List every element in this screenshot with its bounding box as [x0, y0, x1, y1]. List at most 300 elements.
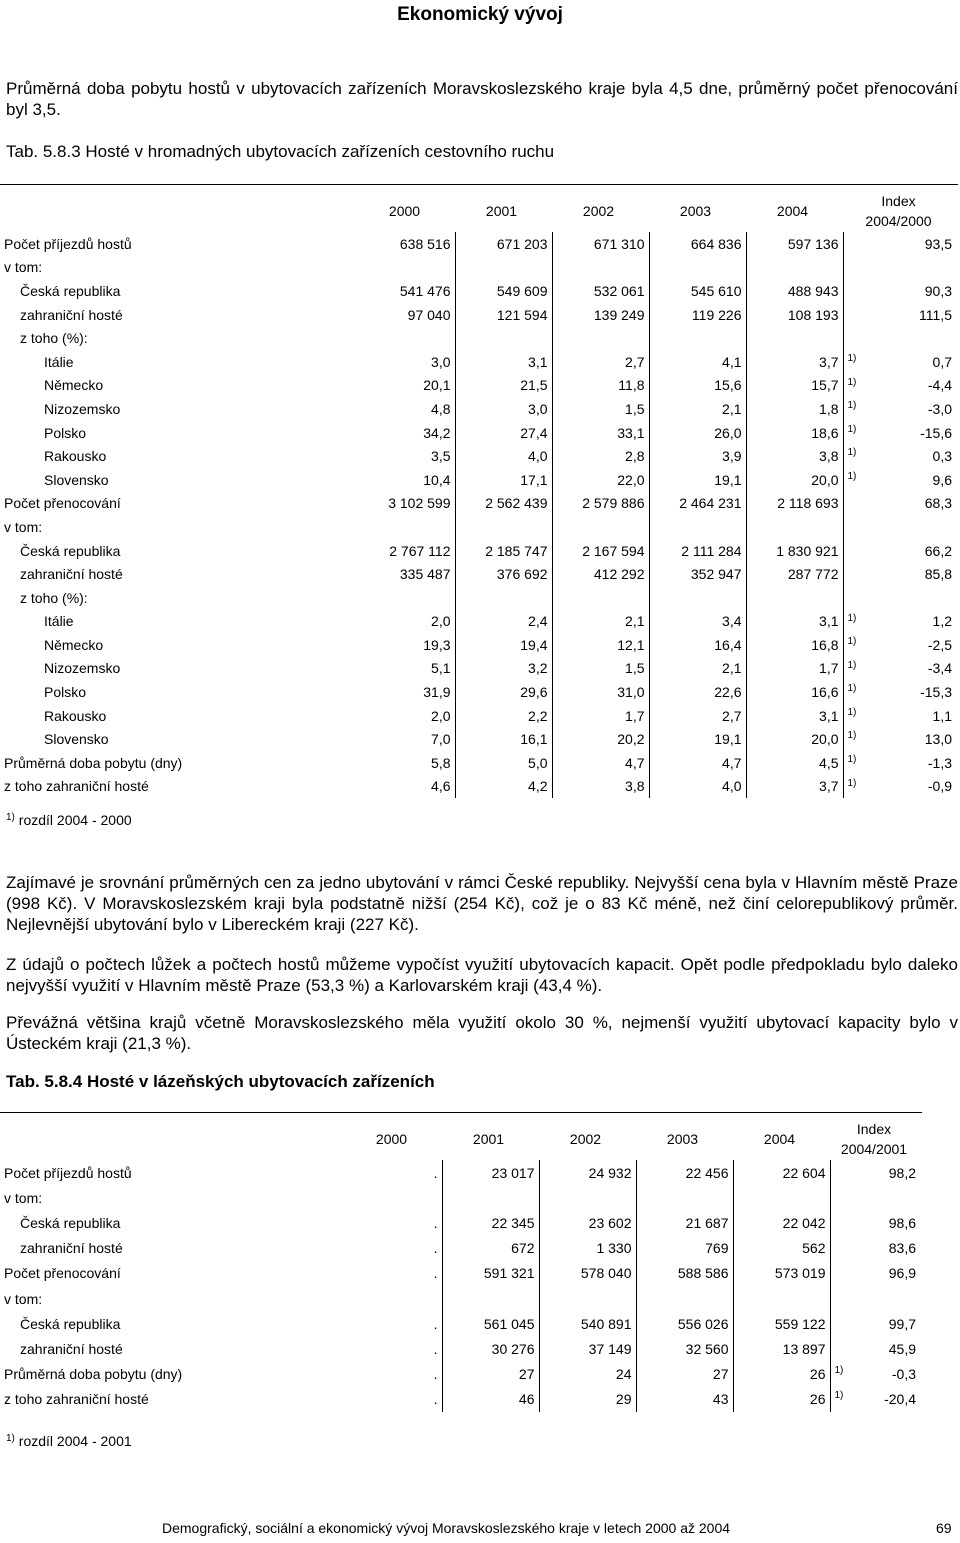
table1-footnote: $^{1)}$ rozdíl 2004 - 2000 [6, 812, 132, 828]
row-label: Rakousko [44, 707, 107, 724]
index-value: 68,3 [924, 495, 952, 512]
index-value: 96,9 [888, 1265, 916, 1282]
footnote-ref [843, 539, 867, 563]
cell-value: 4,8 [358, 397, 455, 421]
table-row [0, 492, 958, 516]
footnote-ref [843, 256, 867, 280]
footnote-ref [830, 1236, 852, 1261]
cell-value: 549 609 [455, 279, 552, 303]
cell-value: . [345, 1160, 442, 1185]
row-label: Česká republika [20, 542, 121, 559]
table-row [0, 303, 958, 327]
row-label: Rakousko [44, 448, 107, 465]
cell-value: 22 456 [636, 1160, 733, 1185]
cell-value: 26 [733, 1362, 830, 1387]
cell-value [552, 256, 649, 280]
index-value: 83,6 [888, 1240, 916, 1257]
paragraph-prices: Zajímavé je srovnání průměrných cen za jedno ubytování v rámci České republiky. Nejvyšší cena byla v Hlavním městě Praze (998 Kč). V Moravskoslezském kraji byla podstatně nižší (254 Kč), což je o 83 Kč méně, než činí celorepublikový průměr. Nejlevnější ubytování bylo v Libereckém kraji (227 Kč). [6, 873, 958, 934]
table-row [0, 586, 958, 610]
table-row [0, 1387, 922, 1412]
table2-title: Tab. 5.8.4 Hosté v lázeňských ubytovacích zařízeních [6, 1072, 435, 1091]
cell-value: 121 594 [455, 303, 552, 327]
footnote-ref [830, 1160, 852, 1185]
paragraph-regions: Převážná většina krajů včetně Moravskoslezského měla využití okolo 30 %, nejmenší využití ubytovací kapacity bylo v Ústeckém kraji (21,3 %). [6, 1013, 958, 1053]
table-row [0, 326, 958, 350]
cell-value: 3,1 [455, 350, 552, 374]
cell-value: 2,4 [455, 610, 552, 634]
cell-value: 10,4 [358, 468, 455, 492]
index-value: 98,2 [888, 1164, 916, 1181]
footnote-ref: 1) [847, 659, 857, 671]
index-value: 93,5 [924, 235, 952, 252]
index-value [852, 1286, 922, 1311]
cell-value: 2,0 [358, 610, 455, 634]
cell-value: 664 836 [649, 232, 746, 256]
cell-value [649, 256, 746, 280]
footnote-ref: 1) [847, 376, 857, 388]
row-label: Počet přenocování [4, 1265, 121, 1282]
cell-value: 43 [636, 1387, 733, 1412]
row-label: Slovensko [44, 471, 109, 488]
cell-value: . [345, 1311, 442, 1336]
row-label: v tom: [4, 259, 43, 276]
cell-value: 2,8 [552, 444, 649, 468]
cell-value: 559 122 [733, 1311, 830, 1336]
cell-value: 5,0 [455, 751, 552, 775]
table-row [0, 610, 958, 634]
cell-value: 26 [733, 1387, 830, 1412]
cell-value: 21 687 [636, 1210, 733, 1235]
cell-value: 4,0 [455, 444, 552, 468]
cell-value: 22 042 [733, 1210, 830, 1235]
index-value: -0,3 [891, 1366, 916, 1383]
table-row [0, 421, 958, 445]
cell-value [455, 256, 552, 280]
cell-value [358, 326, 455, 350]
cell-value: 588 586 [636, 1261, 733, 1286]
footnote-ref [843, 303, 867, 327]
row-label: zahraniční hosté [20, 1240, 123, 1257]
footnote-ref: 1) [847, 730, 857, 742]
index-value: -3,0 [927, 400, 952, 417]
cell-value: 27 [442, 1362, 539, 1387]
cell-value: 22,0 [552, 468, 649, 492]
cell-value: 2,7 [649, 704, 746, 728]
table-row [0, 1160, 922, 1185]
cell-value: 11,8 [552, 374, 649, 398]
table1-header-row [0, 190, 958, 232]
table-row [0, 562, 958, 586]
row-label: Česká republika [20, 282, 121, 299]
cell-value: . [345, 1261, 442, 1286]
index-value: 1,1 [932, 707, 952, 724]
cell-value: 4,6 [358, 775, 455, 799]
cell-value [539, 1286, 636, 1311]
row-label: Nizozemsko [44, 660, 121, 677]
table-row [0, 680, 958, 704]
index-value: 66,2 [924, 542, 952, 559]
cell-value: 2,1 [649, 397, 746, 421]
cell-value: 108 193 [746, 303, 843, 327]
row-label: z toho zahraniční hosté [4, 1391, 149, 1408]
cell-value: 4,7 [552, 751, 649, 775]
footnote-ref [843, 562, 867, 586]
cell-value [636, 1185, 733, 1210]
cell-value: 5,1 [358, 657, 455, 681]
footnote-ref [843, 492, 867, 516]
cell-value: 4,2 [455, 775, 552, 799]
row-label: zahraniční hosté [20, 306, 123, 323]
cell-value: 3,1 [746, 610, 843, 634]
cell-value [733, 1185, 830, 1210]
year-header: 2000 [388, 203, 421, 219]
footnote-ref [843, 586, 867, 610]
cell-value: 532 061 [552, 279, 649, 303]
section-heading: Ekonomický vývoj [397, 4, 563, 25]
footnote-ref: 1) [847, 612, 857, 624]
year-header: 2001 [485, 203, 518, 219]
footnote-ref [830, 1261, 852, 1286]
cell-value: 3,1 [746, 704, 843, 728]
row-label: Polsko [44, 684, 87, 701]
table-row [0, 279, 958, 303]
index-value: -4,4 [927, 377, 952, 394]
footnote-ref [843, 232, 867, 256]
year-header: 2002 [569, 1131, 602, 1147]
cell-value [455, 586, 552, 610]
index-value [852, 1185, 922, 1210]
cell-value: 27 [636, 1362, 733, 1387]
index-header: Index 2004/2001 [840, 1121, 908, 1157]
page-number: 69 [936, 1520, 952, 1536]
cell-value: 376 692 [455, 562, 552, 586]
cell-value: 3,2 [455, 657, 552, 681]
table-row [0, 751, 958, 775]
row-label: Počet přenocování [4, 495, 121, 512]
cell-value: 2 464 231 [649, 492, 746, 516]
table-row [0, 704, 958, 728]
cell-value: 1,7 [552, 704, 649, 728]
cell-value [552, 515, 649, 539]
table1-top-rule [0, 184, 958, 185]
footnote-ref: 1) [847, 447, 857, 459]
index-value: -2,5 [927, 636, 952, 653]
table2-header-row [0, 1118, 922, 1160]
footer-text: Demografický, sociální a ekonomický vývoj Moravskoslezského kraje v letech 2000 až 2004 [162, 1520, 731, 1536]
cell-value: 2,1 [649, 657, 746, 681]
cell-value [358, 515, 455, 539]
index-value [867, 256, 958, 280]
footnote-ref [843, 279, 867, 303]
cell-value: 17,1 [455, 468, 552, 492]
cell-value: 30 276 [442, 1336, 539, 1361]
table-row [0, 1336, 922, 1361]
index-value: 98,6 [888, 1214, 916, 1231]
row-label: zahraniční hosté [20, 1340, 123, 1357]
cell-value: . [345, 1210, 442, 1235]
year-header: 2002 [582, 203, 615, 219]
cell-value [442, 1185, 539, 1210]
cell-value: 29,6 [455, 680, 552, 704]
cell-value: 19,3 [358, 633, 455, 657]
footnote-ref: 1) [834, 1364, 844, 1376]
table-row [0, 444, 958, 468]
cell-value: 2 767 112 [358, 539, 455, 563]
row-label: Nizozemsko [44, 400, 121, 417]
row-label: z toho zahraniční hosté [4, 778, 149, 795]
cell-value: 638 516 [358, 232, 455, 256]
cell-value: 2,0 [358, 704, 455, 728]
row-label: v tom: [4, 1189, 43, 1206]
cell-value: . [345, 1336, 442, 1361]
table-row [0, 256, 958, 280]
index-value: -20,4 [884, 1391, 916, 1408]
cell-value: 46 [442, 1387, 539, 1412]
cell-value: 2 111 284 [649, 539, 746, 563]
cell-value: 671 203 [455, 232, 552, 256]
cell-value: 16,1 [455, 727, 552, 751]
cell-value: 1 830 921 [746, 539, 843, 563]
cell-value: 22 345 [442, 1210, 539, 1235]
table1-title: Tab. 5.8.3 Hosté v hromadných ubytovacích zařízeních cestovního ruchu [6, 142, 555, 161]
index-value: -0,9 [927, 778, 952, 795]
cell-value: 1,7 [746, 657, 843, 681]
cell-value [358, 586, 455, 610]
cell-value: 1 330 [539, 1236, 636, 1261]
cell-value: 287 772 [746, 562, 843, 586]
cell-value: 31,9 [358, 680, 455, 704]
table2-top-rule [0, 1112, 922, 1113]
cell-value [649, 586, 746, 610]
cell-value: 5,8 [358, 751, 455, 775]
cell-value [746, 586, 843, 610]
index-value: 90,3 [924, 282, 952, 299]
table-row [0, 232, 958, 256]
row-label: Česká republika [20, 1315, 121, 1332]
table-row [0, 1362, 922, 1387]
row-label: z toho (%): [20, 589, 88, 606]
footnote-ref: 1) [847, 470, 857, 482]
year-header: 2003 [666, 1131, 699, 1147]
row-label: Počet příjezdů hostů [4, 1164, 132, 1181]
cell-value: 139 249 [552, 303, 649, 327]
row-label: Itálie [44, 353, 74, 370]
table-row [0, 1311, 922, 1336]
cell-value: 352 947 [649, 562, 746, 586]
table2 [0, 1118, 922, 1412]
row-label: Počet příjezdů hostů [4, 235, 132, 252]
row-label: zahraniční hosté [20, 566, 123, 583]
row-label: Průměrná doba pobytu (dny) [4, 754, 183, 771]
cell-value [733, 1286, 830, 1311]
cell-value: 31,0 [552, 680, 649, 704]
footnote-ref [830, 1286, 852, 1311]
cell-value: 23 602 [539, 1210, 636, 1235]
index-value: 13,0 [924, 731, 952, 748]
cell-value: 2,1 [552, 610, 649, 634]
index-value: 0,3 [932, 448, 952, 465]
row-label: Itálie [44, 613, 74, 630]
cell-value: 15,6 [649, 374, 746, 398]
row-label: Slovensko [44, 731, 109, 748]
table-row [0, 539, 958, 563]
cell-value: 562 [733, 1236, 830, 1261]
cell-value [442, 1286, 539, 1311]
cell-value: . [345, 1362, 442, 1387]
cell-value: 7,0 [358, 727, 455, 751]
footnote-ref [843, 515, 867, 539]
cell-value: 24 [539, 1362, 636, 1387]
cell-value: 1,5 [552, 657, 649, 681]
index-value: 9,6 [932, 471, 952, 488]
index-value: -3,4 [927, 660, 952, 677]
cell-value: 13 897 [733, 1336, 830, 1361]
cell-value [746, 515, 843, 539]
row-label: v tom: [4, 1290, 43, 1307]
cell-value: 20,0 [746, 727, 843, 751]
table-row [0, 633, 958, 657]
cell-value [552, 326, 649, 350]
cell-value [345, 1185, 442, 1210]
cell-value: 573 019 [733, 1261, 830, 1286]
table-row [0, 1286, 922, 1311]
cell-value [455, 326, 552, 350]
cell-value: 19,1 [649, 468, 746, 492]
cell-value: 20,2 [552, 727, 649, 751]
cell-value [636, 1286, 733, 1311]
table-row [0, 397, 958, 421]
index-value [867, 586, 958, 610]
cell-value [649, 326, 746, 350]
cell-value: 34,2 [358, 421, 455, 445]
cell-value: 4,1 [649, 350, 746, 374]
cell-value: . [345, 1236, 442, 1261]
cell-value: . [345, 1387, 442, 1412]
cell-value: 2 167 594 [552, 539, 649, 563]
intro-paragraph: Průměrná doba pobytu hostů v ubytovacích zařízeních Moravskoslezského kraje byla 4,5 dne, průměrný počet přenocování byl 3,5. [6, 79, 958, 119]
cell-value: 597 136 [746, 232, 843, 256]
cell-value: 16,4 [649, 633, 746, 657]
year-header: 2003 [679, 203, 712, 219]
footnote-ref [830, 1311, 852, 1336]
cell-value: 15,7 [746, 374, 843, 398]
cell-value [552, 586, 649, 610]
footnote-ref [830, 1185, 852, 1210]
cell-value: 769 [636, 1236, 733, 1261]
footnote-ref [830, 1210, 852, 1235]
cell-value: 672 [442, 1236, 539, 1261]
cell-value: 97 040 [358, 303, 455, 327]
cell-value: 1,8 [746, 397, 843, 421]
cell-value: 3 102 599 [358, 492, 455, 516]
footnote-ref [830, 1336, 852, 1361]
cell-value: 4,5 [746, 751, 843, 775]
cell-value: 2 562 439 [455, 492, 552, 516]
cell-value: 561 045 [442, 1311, 539, 1336]
table-row [0, 374, 958, 398]
cell-value: 545 610 [649, 279, 746, 303]
table2-footnote: $^{1)}$ rozdíl 2004 - 2001 [6, 1433, 132, 1449]
cell-value: 20,0 [746, 468, 843, 492]
cell-value: 21,5 [455, 374, 552, 398]
row-label: Německo [44, 636, 104, 653]
table1 [0, 190, 958, 798]
year-header: 2004 [763, 1131, 796, 1147]
footnote-ref: 1) [847, 352, 857, 364]
index-value: 1,2 [932, 613, 952, 630]
cell-value: 4,7 [649, 751, 746, 775]
cell-value: 32 560 [636, 1336, 733, 1361]
row-label: Průměrná doba pobytu (dny) [4, 1366, 183, 1383]
cell-value: 412 292 [552, 562, 649, 586]
cell-value: 2 579 886 [552, 492, 649, 516]
cell-value: 23 017 [442, 1160, 539, 1185]
footnote-ref: 1) [847, 706, 857, 718]
cell-value: 26,0 [649, 421, 746, 445]
row-label: z toho (%): [20, 330, 88, 347]
cell-value: 578 040 [539, 1261, 636, 1286]
footnote-ref: 1) [847, 636, 857, 648]
paragraph-capacity: Z údajů o počtech lůžek a počtech hostů můžeme vypočíst využití ubytovacích kapacit. Opět podle předpokladu bylo daleko nejvyšší využití v Hlavním městě Praze (53,3 %) a Karlovarském kraji (43,4 %). [6, 955, 958, 995]
cell-value: 37 149 [539, 1336, 636, 1361]
row-label: Německo [44, 377, 104, 394]
table-row [0, 350, 958, 374]
index-value: -15,6 [920, 424, 952, 441]
cell-value: 27,4 [455, 421, 552, 445]
cell-value: 591 321 [442, 1261, 539, 1286]
index-value: 0,7 [932, 353, 952, 370]
cell-value: 335 487 [358, 562, 455, 586]
cell-value: 19,4 [455, 633, 552, 657]
cell-value: 556 026 [636, 1311, 733, 1336]
cell-value [746, 256, 843, 280]
index-value: 99,7 [888, 1315, 916, 1332]
footnote-ref: 1) [847, 423, 857, 435]
table-row [0, 1236, 922, 1261]
table-row [0, 657, 958, 681]
cell-value: 3,0 [358, 350, 455, 374]
cell-value: 3,5 [358, 444, 455, 468]
footnote-ref: 1) [847, 400, 857, 412]
table-row [0, 1261, 922, 1286]
cell-value: 671 310 [552, 232, 649, 256]
cell-value: 2,7 [552, 350, 649, 374]
footnote-ref [843, 326, 867, 350]
cell-value: 22,6 [649, 680, 746, 704]
cell-value: 3,0 [455, 397, 552, 421]
table-row [0, 727, 958, 751]
table-row [0, 468, 958, 492]
cell-value: 16,8 [746, 633, 843, 657]
table-row [0, 775, 958, 799]
cell-value: 22 604 [733, 1160, 830, 1185]
cell-value: 20,1 [358, 374, 455, 398]
cell-value: 12,1 [552, 633, 649, 657]
cell-value: 29 [539, 1387, 636, 1412]
cell-value: 3,8 [552, 775, 649, 799]
row-label: Polsko [44, 424, 87, 441]
row-label: v tom: [4, 518, 43, 535]
cell-value: 2 118 693 [746, 492, 843, 516]
footnote-ref: 1) [847, 754, 857, 766]
year-header: 2000 [375, 1131, 408, 1147]
cell-value [539, 1185, 636, 1210]
year-header: 2004 [776, 203, 809, 219]
cell-value: 24 932 [539, 1160, 636, 1185]
cell-value: 1,5 [552, 397, 649, 421]
footnote-ref: 1) [847, 777, 857, 789]
cell-value: 18,6 [746, 421, 843, 445]
